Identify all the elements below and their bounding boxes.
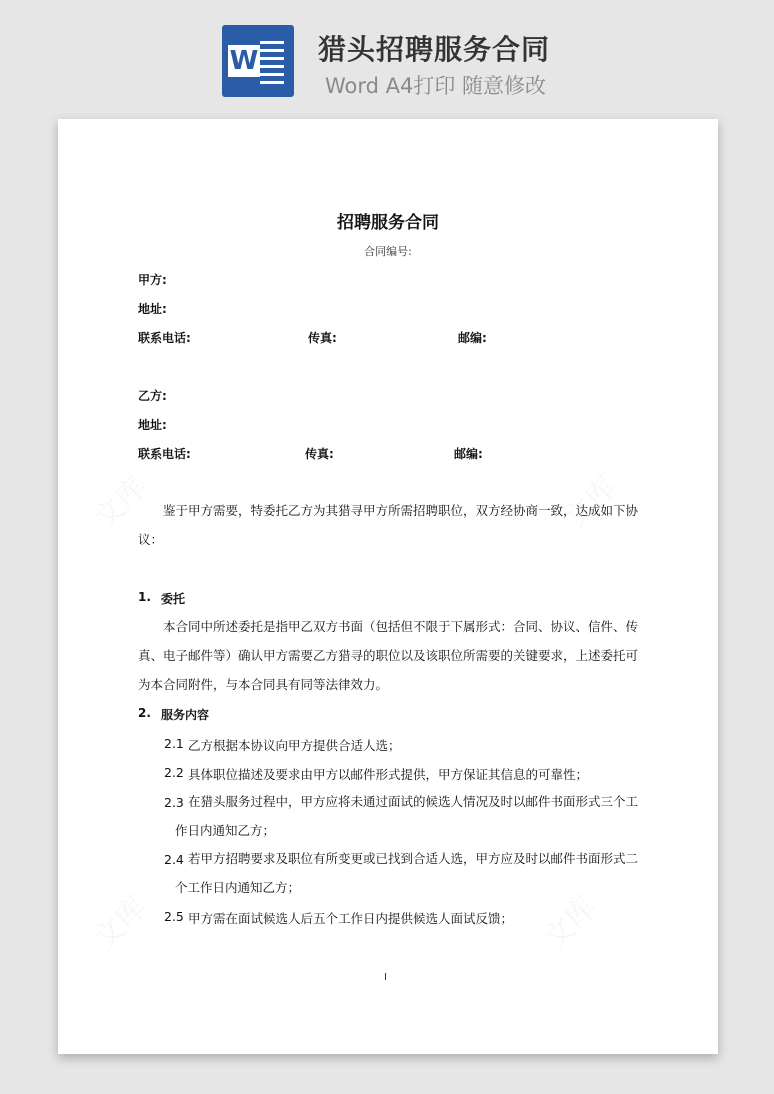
clause-2-4-text: 若甲方招聘要求及职位有所变更或已找到合适人选，甲方应及时以邮件书面形式二个工作日内通知乙方； [175,851,639,895]
party-a-label: 甲方: [138,273,167,287]
section-1-title: 委托 [161,592,186,606]
party-a-phone-label: 联系电话: [138,331,191,345]
clause-2-5-text: 甲方需在面试候选人后五个工作日内提供候选人面试反馈； [188,911,514,926]
clause-2-1-text: 乙方根据本协议向甲方提供合适人选； [188,738,401,753]
document-page [58,119,718,1054]
contract-number-label: 合同编号: [364,245,412,258]
preamble-paragraph: 鉴于甲方需要，特委托乙方为其猎寻甲方所需招聘职位，双方经协商一致，达成如下协议： [138,503,639,547]
party-b-postcode-label: 邮编: [454,447,483,461]
section-2-number: 2. [138,706,151,720]
party-b-address-label: 地址: [138,418,167,432]
banner [0,0,774,108]
page-number: I [384,972,387,983]
section-1-text: 本合同中所述委托是指甲乙双方书面（包括但不限于下属形式：合同、协议、信件、传真、电子邮件等）确认甲方需要乙方猎寻的职位以及该职位所需要的关键要求，上述委托可为本合同附件，与本合同具有同等法律效力。 [138,619,639,692]
clause-2-1-number: 2.1 [164,736,184,751]
party-a-fax-label: 传真: [308,331,337,345]
party-a-postcode-label: 邮编: [458,331,487,345]
clause-2-2-number: 2.2 [164,765,184,780]
word-icon-letter: W [229,46,259,76]
banner-subtitle: Word A4打印 随意修改 [325,74,547,98]
section-1-number: 1. [138,590,151,604]
party-b-fax-label: 传真: [305,447,334,461]
word-document-icon [222,25,294,97]
section-2-title: 服务内容 [161,708,210,722]
party-b-phone-label: 联系电话: [138,447,191,461]
party-b-label: 乙方: [138,389,167,403]
clause-2-5-number: 2.5 [164,909,184,924]
party-a-address-label: 地址: [138,302,167,316]
clause-2-3-text: 在猎头服务过程中，甲方应将未通过面试的候选人情况及时以邮件书面形式三个工作日内通知乙方； [175,794,639,838]
clause-2-2-text: 具体职位描述及要求由甲方以邮件形式提供，甲方保证其信息的可靠性； [188,767,589,782]
document-title: 招聘服务合同 [337,213,439,233]
clause-2-4-number: 2.4 [164,852,184,867]
clause-2-3-number: 2.3 [164,795,184,810]
banner-title: 猎头招聘服务合同 [318,33,551,66]
